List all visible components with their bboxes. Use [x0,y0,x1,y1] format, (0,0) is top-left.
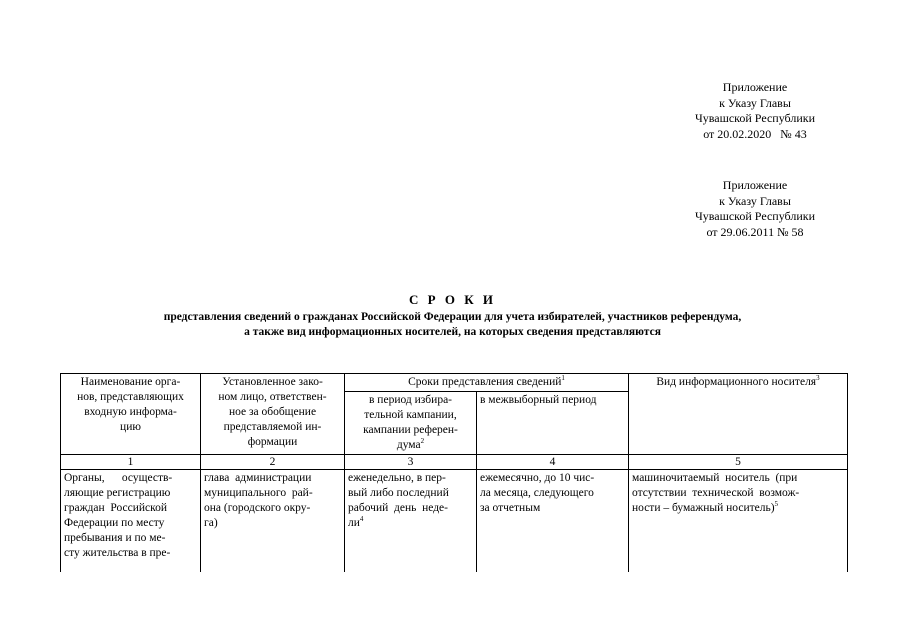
cell-text: ли [348,517,360,529]
cell-text: машиночитаемый носитель (при [632,472,798,484]
header-text: ное за обобщение [228,406,317,418]
header-text: дума [396,439,421,451]
cell-organs [61,470,201,573]
cell-responsible-person [201,470,345,573]
terms-table [60,373,848,572]
appendix-line: Приложение [722,80,788,94]
subtitle-line: а также вид информационных носителей, на которых сведения представляются [244,326,661,338]
cell-text-wrap [632,501,844,516]
cell-text: ности – бумажный носитель) [632,502,775,514]
header-text-wrap [348,438,473,453]
cell-campaign-period [345,470,477,573]
table-header-row [61,374,848,392]
appendix-line: Чувашской Республики [694,209,816,223]
document-title: С Р О К И [409,292,496,307]
header-interelection-period [477,392,629,455]
cell-text: Органы, осуществ- [64,472,173,484]
column-number-row [61,455,848,470]
footnote-marker: 1 [561,374,565,383]
cell-text: га) [204,517,218,529]
column-number: 2 [201,455,345,470]
footnote-marker: 5 [774,500,779,509]
column-number: 5 [629,455,848,470]
cell-text: муниципального рай- [204,487,313,499]
header-text: ном лицо, ответствен- [218,391,327,403]
cell-text-wrap [348,516,473,531]
cell-text: пребывания и по ме- [64,532,166,544]
table-row [61,470,848,573]
column-number: 3 [345,455,477,470]
cell-text: ляющие регистрацию [64,487,171,499]
cell-text: за отчетным [480,502,541,514]
appendix-date-line: от 29.06.2011 № 58 [706,224,804,239]
header-text: входную информа- [84,406,177,418]
column-number: 4 [477,455,629,470]
header-organs [61,374,201,455]
header-campaign-period [345,392,477,455]
cell-text: отсутствии технической возмож- [632,487,800,499]
header-text: кампании референ- [363,424,458,436]
header-text: нов, представляющих [77,391,184,403]
footnote-marker: 3 [816,374,820,383]
footnote-marker: 4 [359,515,364,524]
header-text: представляемой ин- [223,421,322,433]
header-text: Вид информационного носителя [656,376,817,388]
cell-interelection-period [477,470,629,573]
cell-text: глава администрации [204,472,312,484]
header-text: Сроки представления сведений [408,376,562,388]
appendix-current-block [665,80,845,142]
appendix-line: к Указу Главы [719,193,791,208]
cell-text: граждан Российской [64,502,168,514]
header-media-type [629,374,848,455]
subtitle-line: представления сведений о гражданах Российской Федерации для учета избирателей, участников референдума, [163,311,742,323]
header-text: Наименование орга- [80,376,181,388]
cell-text: вый либо последний [348,487,449,499]
cell-text: рабочий день неде- [348,502,448,514]
appendix-original-block [665,178,845,240]
header-responsible-person [201,374,345,455]
cell-text: ежемесячно, до 10 чис- [480,472,595,484]
appendix-line: Чувашской Республики [694,111,816,125]
cell-text: сту жительства в пре- [64,547,171,559]
header-terms-group [345,374,629,392]
cell-text: Федерации по месту [64,517,165,529]
appendix-line: к Указу Главы [719,95,791,110]
column-number: 1 [61,455,201,470]
cell-text: еженедельно, в пер- [348,472,446,484]
cell-media-type [629,470,848,573]
header-text: формации [247,436,298,448]
document-subtitle [0,310,905,340]
header-text: цию [120,421,141,433]
header-text: тельной кампании, [364,409,457,421]
cell-text: она (городского окру- [204,502,311,514]
footnote-marker: 2 [420,437,425,446]
header-text: в межвыборный период [480,394,597,406]
appendix-date-line: от 20.02.2020 № 43 [703,126,807,141]
cell-text: ла месяца, следующего [480,487,594,499]
header-text: Установленное зако- [222,376,323,388]
appendix-line: Приложение [722,178,788,192]
header-text: в период избира- [369,394,452,406]
